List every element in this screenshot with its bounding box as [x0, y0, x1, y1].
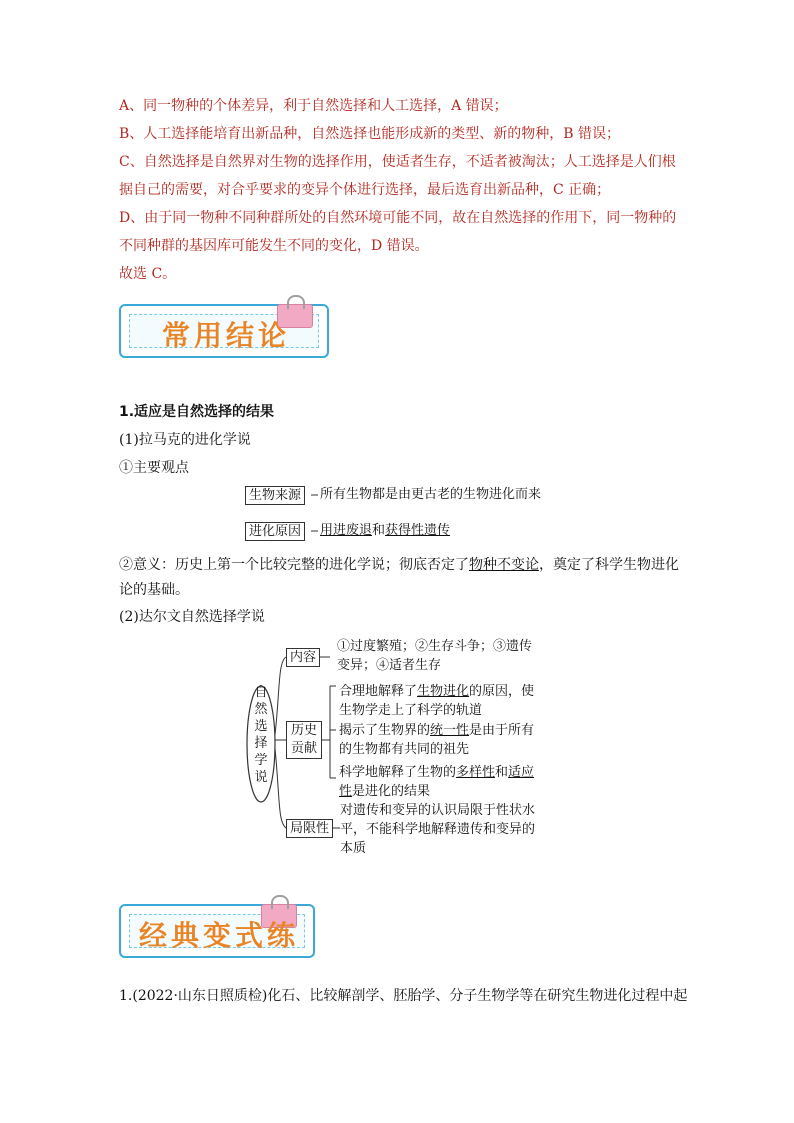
section-banner-practice: [119, 898, 319, 960]
answer-conclusion: 故选 C。: [119, 266, 177, 282]
contribution-label: 历史 贡献: [286, 721, 322, 759]
unity-term: 统一性: [430, 723, 470, 738]
contribution-2-line-2: 的生物都有共同的祖先: [339, 742, 470, 757]
contribution-2-line-1: 揭示了生物界的统一性是由于所有: [339, 723, 535, 738]
contribution-1-line-1: 合理地解释了生物进化的原因，使: [339, 684, 535, 699]
limitation-label: 局限性: [286, 819, 333, 838]
section-heading: 1.适应是自然选择的结果: [119, 404, 275, 420]
evolution-term: 生物进化: [417, 684, 470, 699]
contribution-3-line-1: 科学地解释了生物的多样性和适应: [339, 765, 535, 780]
limitation-line-1: 对遗传和变异的认识局限于性状水: [340, 803, 536, 818]
origin-text: 所有生物都是由更古老的生物进化而来: [320, 487, 542, 502]
diversity-term: 多样性: [456, 765, 496, 780]
limitation-line-2: 平，不能科学地解释遗传和变异的: [340, 822, 536, 837]
cause-label: 进化原因: [245, 522, 305, 541]
content-label: 内容: [286, 648, 320, 667]
answer-line-c2: 据自己的需要，对合乎要求的变异个体进行选择，最后选育出新品种，C 正确；: [119, 182, 611, 198]
acquired-inheritance-term: 获得性遗传: [385, 523, 451, 538]
darwin-heading: (2)达尔文自然选择学说: [119, 609, 265, 625]
answer-line-d1: D、由于同一物种不同种群所处的自然环境可能不同，故在自然选择的作用下，同一物种的: [119, 210, 677, 226]
main-points-label: ①主要观点: [119, 460, 189, 476]
banner-title: 经典变式练: [138, 919, 299, 952]
question-1: 1.(2022·山东日照质检)化石、比较解剖学、胚胎学、分子生物学等在研究生物进化过程中起: [119, 988, 688, 1004]
answer-line-c1: C、自然选择是自然界对生物的选择作用，使适者生存，不适者被淘汰；人工选择是人们根: [119, 154, 676, 170]
cause-text: 用进废退和获得性遗传: [320, 523, 451, 538]
species-immutability-term: 物种不变论: [469, 557, 539, 573]
answer-line-a: A、同一物种的个体差异，利于自然选择和人工选择，A 错误；: [119, 98, 508, 114]
darwin-root: 自 然 选 择 学 说: [254, 685, 268, 785]
origin-label: 生物来源: [245, 486, 305, 505]
banner-title: 常用结论: [161, 319, 290, 352]
answer-line-d2: 不同种群的基因库可能发生不同的变化，D 错误。: [119, 238, 429, 254]
adaptation-term: 适应: [508, 765, 535, 780]
answer-line-b: B、人工选择能培育出新品种，自然选择也能形成新的类型、新的物种，B 错误；: [119, 126, 621, 142]
meaning-line-2: 论的基础。: [119, 582, 189, 598]
meaning-line-1: ②意义：历史上第一个比较完整的进化学说；彻底否定了物种不变论，奠定了科学生物进化: [119, 557, 679, 573]
limitation-line-3: 本质: [340, 841, 367, 856]
contribution-1-line-2: 生物学走上了科学的轨道: [339, 703, 483, 718]
lamarck-heading: (1)拉马克的进化学说: [119, 432, 251, 448]
content-line-2: 变异；④适者生存: [337, 658, 442, 673]
use-disuse-term: 用进废退: [320, 523, 373, 538]
content-line-1: ①过度繁殖；②生存斗争；③遗传: [337, 639, 533, 654]
contribution-3-line-2: 性是进化的结果: [339, 784, 431, 799]
